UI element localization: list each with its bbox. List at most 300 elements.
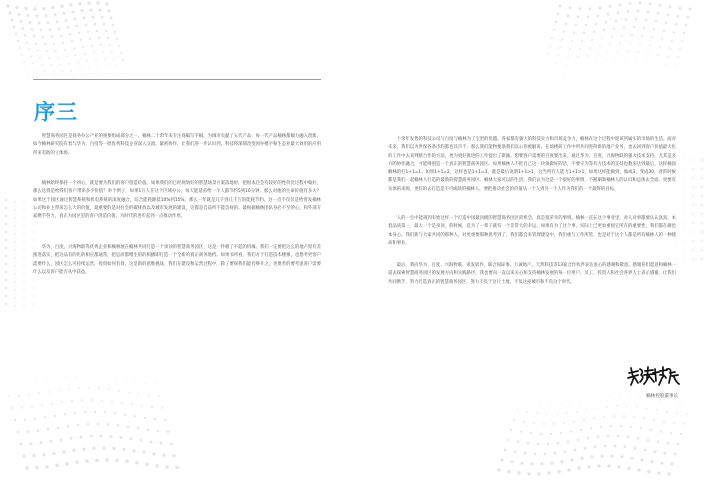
- pattern-dot: [68, 63, 69, 64]
- pattern-dot: [640, 427, 642, 429]
- pattern-dot: [549, 45, 551, 47]
- pattern-dot: [665, 64, 666, 65]
- pattern-dot: [87, 30, 89, 32]
- pattern-dot: [686, 413, 688, 415]
- pattern-dot: [640, 458, 643, 461]
- pattern-dot: [111, 400, 113, 402]
- pattern-dot: [670, 432, 672, 434]
- pattern-dot: [673, 422, 675, 424]
- pattern-dot: [121, 402, 123, 404]
- pattern-dot: [73, 47, 75, 49]
- pattern-dot: [61, 71, 62, 72]
- pattern-dot: [82, 76, 83, 77]
- pattern-dot: [681, 40, 683, 42]
- pattern-dot: [44, 416, 46, 418]
- pattern-dot: [23, 265, 25, 267]
- pattern-dot: [23, 225, 25, 227]
- pattern-dot: [35, 14, 38, 17]
- pattern-dot: [5, 383, 6, 384]
- pattern-dot: [677, 15, 680, 18]
- pattern-dot: [549, 403, 550, 404]
- pattern-dot: [669, 48, 671, 50]
- pattern-dot: [637, 51, 638, 52]
- pattern-dot: [701, 195, 703, 197]
- pattern-dot: [537, 443, 540, 446]
- pattern-dot: [43, 71, 44, 72]
- pattern-dot: [50, 64, 51, 65]
- pattern-dot: [127, 425, 130, 428]
- pattern-dot: [48, 391, 50, 393]
- pattern-dot: [120, 436, 123, 439]
- pattern-dot: [144, 417, 146, 419]
- pattern-dot: [107, 423, 110, 426]
- pattern-dot: [145, 383, 146, 384]
- pattern-dot: [579, 7, 582, 10]
- pattern-dot: [89, 38, 91, 40]
- pattern-dot: [692, 249, 694, 251]
- pattern-dot: [627, 50, 628, 51]
- pattern-dot: [25, 466, 29, 470]
- pattern-dot: [42, 238, 43, 239]
- pattern-dot: [69, 33, 71, 35]
- pattern-dot: [80, 39, 82, 41]
- pattern-dot: [35, 466, 39, 470]
- pattern-dot: [5, 271, 7, 273]
- pattern-dot: [569, 403, 570, 404]
- pattern-dot: [127, 73, 128, 74]
- pattern-dot: [603, 416, 605, 418]
- pattern-dot: [692, 204, 694, 206]
- pattern-dot: [51, 403, 53, 405]
- pattern-dot: [629, 2, 632, 5]
- pattern-dot: [67, 425, 70, 428]
- pattern-dot: [32, 240, 33, 241]
- pattern-dot: [85, 459, 89, 463]
- pattern-dot: [607, 52, 608, 53]
- pattern-dot: [165, 465, 169, 469]
- pattern-dot: [692, 222, 694, 224]
- pattern-dot: [45, 465, 49, 469]
- pattern-dot: [112, 447, 115, 450]
- pattern-dot: [597, 54, 598, 55]
- pattern-dot: [65, 462, 69, 466]
- pattern-dot: [66, 56, 68, 58]
- pattern-dot: [35, 381, 36, 382]
- pattern-dot: [609, 5, 612, 8]
- pattern-dot: [5, 295, 7, 297]
- pattern-dot: [655, 20, 657, 22]
- pattern-dot: [150, 440, 153, 443]
- pattern-dot: [11, 19, 14, 22]
- pattern-dot: [106, 65, 107, 66]
- pattern-dot: [692, 195, 694, 197]
- pattern-dot: [677, 56, 678, 57]
- pattern-dot: [118, 390, 120, 392]
- pattern-dot: [683, 159, 684, 160]
- pattern-dot: [683, 231, 684, 232]
- pattern-dot: [649, 2, 652, 5]
- pattern-dot: [547, 53, 548, 54]
- pattern-dot: [679, 7, 682, 10]
- pattern-dot: [675, 259, 676, 260]
- pattern-dot: [692, 186, 694, 188]
- pattern-dot: [77, 62, 78, 63]
- pattern-dot: [78, 32, 80, 34]
- pattern-dot: [692, 258, 694, 260]
- pattern-dot: [660, 462, 663, 465]
- pattern-dot: [537, 472, 541, 476]
- pattern-dot: [111, 51, 113, 53]
- pattern-dot: [6, 4, 9, 7]
- pattern-dot: [540, 433, 542, 435]
- pattern-dot: [23, 201, 25, 203]
- pattern-dot: [593, 31, 595, 33]
- pattern-dot: [57, 57, 59, 59]
- pattern-dot: [507, 439, 510, 442]
- pattern-dot: [170, 442, 173, 445]
- pattern-dot: [597, 15, 600, 18]
- pattern-dot: [617, 465, 621, 469]
- pattern-dot: [671, 39, 673, 41]
- pattern-dot: [75, 460, 79, 464]
- pattern-dot: [591, 39, 593, 41]
- pattern-dot: [643, 417, 645, 419]
- pattern-dot: [675, 196, 676, 197]
- pattern-dot: [595, 23, 597, 25]
- pattern-dot: [141, 405, 143, 407]
- pattern-dot: [42, 294, 43, 295]
- pattern-dot: [94, 411, 96, 413]
- pattern-dot: [11, 407, 13, 409]
- pattern-dot: [595, 62, 596, 63]
- pattern-dot: [643, 27, 645, 29]
- pattern-dot: [42, 36, 44, 38]
- pattern-dot: [17, 431, 20, 434]
- pattern-dot: [583, 32, 585, 34]
- pattern-dot: [626, 405, 628, 407]
- right-paragraph-3: 最后，我向华为、百度、兴海物联、讯发软件、联合国际事、万诚地产、天然科技等13家合作伙伴表达衷心的感谢和敬意。感谢你们愿意和楠林一道去探索智慧商务园区的发展方向和实践路径。我也要向一直以来关心和支持楠林发展的每一位用户、员工、投资人和社会各界人士表示感谢。让我们共同携手，努力打造真正的智慧商务园区，努力不负于这片土地、不负这座城市和不负这个时代。: [388, 263, 676, 285]
- pattern-dot: [5, 247, 7, 249]
- pattern-dot: [74, 17, 77, 20]
- pattern-dot: [625, 18, 627, 20]
- pattern-dot: [115, 459, 119, 463]
- pattern-dot: [607, 435, 610, 438]
- pattern-dot: [570, 431, 572, 433]
- pattern-dot: [14, 225, 16, 227]
- pattern-dot: [65, 19, 68, 22]
- pattern-dot: [20, 443, 23, 446]
- pattern-dot: [633, 416, 635, 418]
- pattern-dot: [659, 46, 661, 48]
- pattern-dot: [155, 464, 159, 468]
- pattern-dot: [125, 460, 129, 464]
- pattern-dot: [42, 230, 43, 231]
- pattern-dot: [553, 423, 555, 425]
- pattern-dot: [527, 442, 530, 445]
- pattern-dot: [105, 377, 106, 378]
- pattern-dot: [576, 411, 578, 413]
- pattern-dot: [547, 443, 550, 446]
- pattern-dot: [157, 430, 160, 433]
- pattern-dot: [124, 66, 125, 67]
- pattern-dot: [575, 64, 576, 65]
- pattern-dot: [48, 57, 50, 59]
- pattern-dot: [68, 388, 70, 390]
- pattern-dot: [637, 10, 640, 13]
- pattern-dot: [569, 6, 572, 9]
- pattern-dot: [554, 71, 555, 72]
- pattern-dot: [679, 48, 681, 50]
- pattern-dot: [108, 389, 110, 391]
- pattern-dot: [615, 59, 616, 60]
- pattern-dot: [95, 458, 99, 462]
- pattern-dot: [14, 297, 16, 299]
- pattern-dot: [551, 37, 553, 39]
- pattern-dot: [634, 447, 637, 450]
- pattern-dot: [701, 249, 703, 251]
- pattern-dot: [563, 422, 565, 424]
- pattern-dot: [701, 258, 703, 260]
- pattern-dot: [5, 303, 7, 305]
- pattern-dot: [660, 431, 662, 433]
- pattern-dot: [557, 13, 560, 16]
- pattern-dot: [15, 6, 18, 9]
- pattern-dot: [673, 31, 675, 33]
- pattern-dot: [529, 401, 530, 402]
- pattern-dot: [631, 34, 633, 36]
- pattern-dot: [593, 417, 595, 419]
- pattern-dot: [32, 304, 33, 305]
- pattern-dot: [62, 12, 65, 15]
- pattern-dot: [40, 29, 43, 32]
- pattern-dot: [692, 168, 694, 170]
- pattern-dot: [147, 429, 150, 432]
- pattern-dot: [567, 56, 568, 57]
- pattern-dot: [692, 159, 694, 161]
- pattern-dot: [135, 461, 139, 465]
- pattern-dot: [14, 201, 16, 203]
- pattern-dot: [32, 288, 33, 289]
- pattern-dot: [543, 423, 545, 425]
- pattern-dot: [26, 14, 29, 17]
- pattern-dot: [624, 445, 627, 448]
- pattern-dot: [636, 406, 638, 408]
- pattern-dot: [701, 159, 703, 161]
- pattern-dot: [510, 429, 512, 431]
- pattern-dot: [600, 426, 602, 428]
- pattern-dot: [674, 73, 675, 74]
- pattern-dot: [19, 47, 21, 49]
- pattern-dot: [132, 449, 135, 452]
- pattern-dot: [500, 458, 503, 461]
- pattern-dot: [666, 411, 668, 413]
- pattern-dot: [604, 445, 607, 448]
- pattern-dot: [559, 403, 560, 404]
- left-paragraph-1: 智慧商务园区是商务办公产业的重要组成部分之一。楠林二十余年来专注商编写手稿，为城市贡献了五代产品：每一代产品楠林都倾力融入创新。如今楠林研究院有着与华为、百度等一批优秀科技企业深入交流、紧密协作，让我们进一步认识到，科技将深刻改变园办楼字和生态业最大效用的应用所来有助的立体场。: [33, 134, 321, 156]
- pattern-dot: [107, 9, 110, 12]
- pattern-dot: [15, 33, 17, 35]
- pattern-dot: [683, 222, 684, 223]
- pattern-dot: [667, 472, 671, 476]
- pattern-dot: [82, 46, 84, 48]
- pattern-dot: [53, 13, 56, 16]
- pattern-dot: [670, 462, 673, 465]
- pattern-dot: [683, 32, 685, 34]
- pattern-dot: [613, 415, 615, 417]
- pattern-dot: [102, 51, 104, 53]
- pattern-dot: [28, 76, 29, 77]
- pattern-dot: [14, 419, 16, 421]
- pattern-dot: [647, 470, 651, 474]
- pattern-dot: [118, 45, 120, 47]
- pattern-dot: [87, 423, 90, 426]
- pattern-dot: [581, 40, 583, 42]
- pattern-dot: [599, 46, 601, 48]
- pattern-dot: [616, 405, 618, 407]
- pattern-dot: [567, 14, 570, 17]
- pattern-dot: [109, 73, 110, 74]
- pattern-dot: [564, 72, 565, 73]
- pattern-dot: [151, 406, 153, 408]
- pattern-dot: [526, 411, 528, 413]
- pattern-dot: [507, 470, 511, 474]
- pattern-dot: [56, 20, 59, 23]
- pattern-dot: [113, 58, 114, 59]
- pattern-dot: [520, 431, 522, 433]
- pattern-dot: [659, 4, 662, 7]
- pattern-dot: [689, 403, 690, 404]
- pattern-dot: [519, 399, 520, 400]
- pattern-dot: [13, 26, 16, 29]
- pattern-dot: [8, 395, 10, 397]
- pattern-dot: [617, 51, 618, 52]
- pattern-dot: [53, 43, 55, 45]
- pattern-dot: [657, 441, 660, 444]
- pattern-dot: [23, 241, 25, 243]
- pattern-dot: [86, 60, 87, 61]
- pattern-dot: [619, 43, 621, 45]
- pattern-dot: [584, 447, 587, 450]
- pattern-dot: [527, 472, 531, 476]
- pattern-dot: [17, 40, 19, 42]
- pattern-dot: [55, 464, 59, 468]
- pattern-dot: [566, 412, 568, 414]
- pattern-dot: [675, 205, 676, 206]
- pattern-dot: [33, 35, 35, 37]
- pattern-dot: [554, 452, 557, 455]
- pattern-dot: [530, 462, 533, 465]
- pattern-dot: [536, 412, 538, 414]
- pattern-dot: [701, 222, 703, 224]
- pattern-dot: [514, 450, 517, 453]
- pattern-dot: [31, 406, 33, 408]
- pattern-dot: [71, 400, 73, 402]
- pattern-dot: [623, 26, 625, 28]
- pattern-dot: [559, 47, 561, 49]
- pattern-dot: [57, 427, 60, 430]
- pattern-dot: [93, 52, 95, 54]
- pattern-dot: [683, 168, 684, 169]
- pattern-dot: [41, 64, 42, 65]
- pattern-dot: [645, 61, 646, 62]
- signature: [626, 365, 682, 391]
- pattern-dot: [75, 376, 76, 377]
- pattern-dot: [54, 415, 56, 417]
- pattern-dot: [92, 16, 95, 19]
- pattern-dot: [87, 1, 90, 4]
- pattern-dot: [577, 466, 581, 470]
- pattern-dot: [675, 64, 676, 65]
- pattern-dot: [20, 20, 23, 23]
- pattern-dot: [65, 377, 66, 378]
- pattern-dot: [142, 451, 145, 454]
- pattern-dot: [128, 392, 130, 394]
- pattern-dot: [90, 435, 93, 438]
- pattern-dot: [38, 393, 40, 395]
- pattern-dot: [617, 11, 620, 14]
- pattern-dot: [683, 240, 684, 241]
- pattern-dot: [539, 403, 540, 404]
- pattern-dot: [683, 213, 684, 214]
- pattern-dot: [610, 425, 612, 427]
- left-paragraph-2: 楠林始终保持一个初心，就是要为我们的客户创造价值。如果我们的已经规划好的智慧场景方案落地时，把根本还会有较好的性价比过程中做好，那么这将是给我们客户带来多少价值？举个例子，如果1万人在这个区域办公，每天能延省给一个人都节约5到10分钟，那么对他的生命价值有多大？如果这个园区通过智慧系统和机电系统的深度融合，综合能耗降低10%到15%，那么一年就是几千到几千万的能耗节约。这一点不仅仅是给客发楠林公司和业主带来怎么大的价值，最重要的是对社会的碳排放以及城市发展的建设，这都是自前所不能忽视的。最根据楠林团队身必不至的心，和外部专家携手努力，真正为园区里的客户创造价值，为时代的进步起到一点推动作用。: [33, 181, 321, 220]
- pattern-dot: [565, 64, 566, 65]
- pattern-dot: [42, 453, 45, 456]
- pattern-dot: [615, 19, 617, 21]
- pattern-dot: [80, 9, 83, 12]
- pattern-dot: [654, 450, 657, 453]
- pattern-dot: [645, 18, 647, 20]
- pattern-dot: [100, 44, 102, 46]
- pattern-dot: [556, 413, 558, 415]
- left-paragraph-3: 华为、百度、兴海物联等优秀企业和楠林展在楠林共同打造一个顶顶的智慧商务园区，这是一件极了不起的机缘。我们一定要把这么的地产原有差推进落实，把这品有的化的相应都通常，把总而都赠生的的相播即打造一个全新的真正商务地档。如果书所看，我们方于打造技术楼梯，也想考更客户需要什么，园区怎么可持续运营，投资如何有效，这是新的思维挑战。我们在建设和运营过程中，除了要保我们能有够升之，更要善的要考虑客户需要什么以及客户能否从中获益。: [33, 245, 321, 275]
- pattern-dot: [44, 43, 46, 45]
- pattern-dot: [105, 30, 107, 32]
- pattern-dot: [69, 3, 72, 6]
- pattern-dot: [145, 462, 149, 466]
- pattern-dot: [647, 439, 650, 442]
- pattern-dot: [614, 445, 617, 448]
- pattern-dot: [656, 409, 658, 411]
- pattern-dot: [692, 177, 694, 179]
- pattern-dot: [22, 454, 25, 457]
- pattern-dot: [677, 443, 680, 446]
- pattern-dot: [42, 278, 43, 279]
- pattern-dot: [22, 27, 25, 30]
- pattern-dot: [175, 466, 179, 470]
- pattern-dot: [105, 2, 108, 5]
- pattern-dot: [83, 16, 86, 19]
- pattern-dot: [58, 27, 61, 30]
- pattern-dot: [557, 470, 561, 474]
- pattern-dot: [665, 22, 667, 24]
- pattern-dot: [625, 58, 626, 59]
- pattern-dot: [105, 458, 109, 462]
- pattern-dot: [97, 423, 100, 426]
- pattern-dot: [583, 419, 585, 421]
- pattern-dot: [50, 440, 53, 443]
- pattern-dot: [23, 281, 25, 283]
- pattern-dot: [30, 56, 32, 58]
- pattern-dot: [621, 34, 623, 36]
- pattern-dot: [605, 21, 607, 23]
- pattern-dot: [23, 289, 25, 291]
- pattern-dot: [92, 447, 95, 450]
- pattern-dot: [5, 223, 7, 225]
- pattern-dot: [629, 42, 631, 44]
- pattern-dot: [75, 55, 77, 57]
- pattern-dot: [23, 209, 25, 211]
